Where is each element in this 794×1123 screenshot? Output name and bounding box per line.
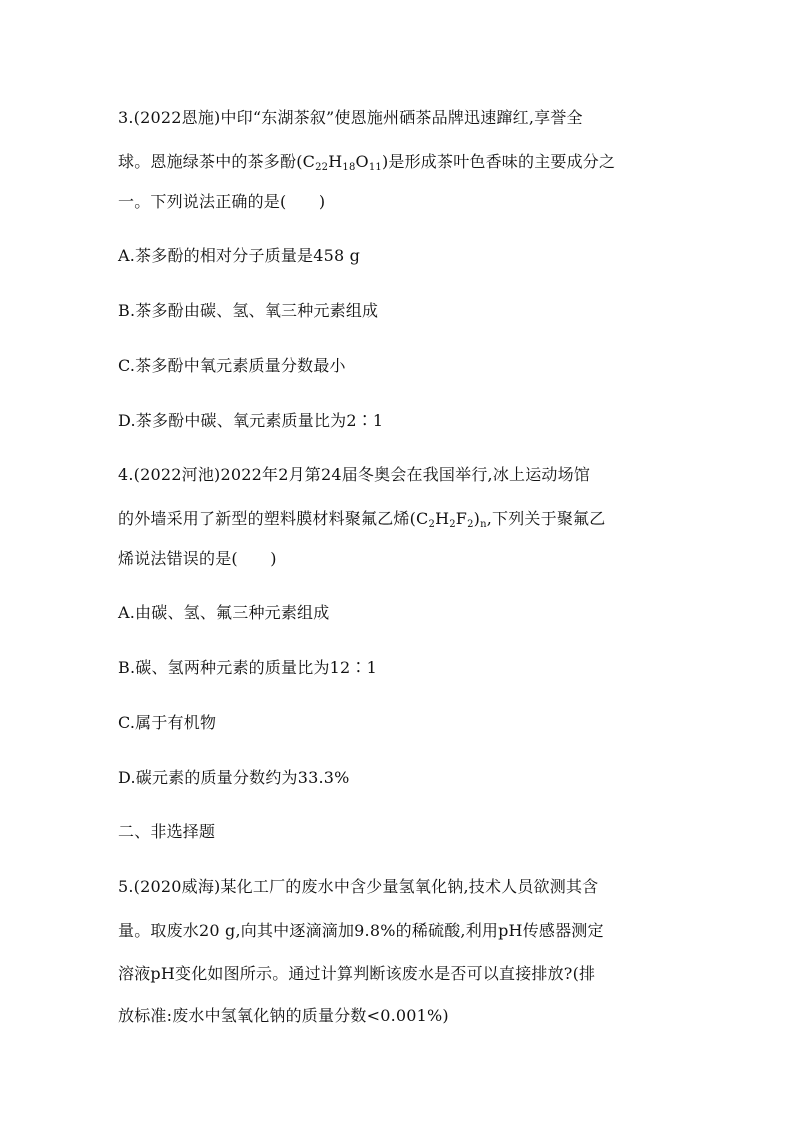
formula-c-count: 2 bbox=[428, 519, 436, 530]
formula-o: O bbox=[355, 152, 369, 171]
section-title: 二、非选择题 bbox=[118, 822, 216, 841]
q5-stem-line-4: 放标准:废水中氢氧化钠的质量分数<0.001%) bbox=[118, 1006, 449, 1025]
q5-stem-line-3: 溶液pH变化如图所示。通过计算判断该废水是否可以直接排放?(排 bbox=[118, 964, 596, 983]
q5-stem-line-1: 5.(2020威海)某化工厂的废水中含少量氢氧化钠,技术人员欲测其含 bbox=[118, 877, 599, 896]
q3-option-c: C.茶多酚中氧元素质量分数最小 bbox=[118, 356, 346, 375]
q4-stem-line-1: 4.(2022河池)2022年2月第24届冬奥会在我国举行,冰上运动场馆 bbox=[118, 465, 591, 484]
formula-f: F bbox=[455, 509, 468, 528]
formula-f-count: 2 bbox=[467, 519, 474, 530]
q4-stem-text: 的外墙采用了新型的塑料膜材料聚氟乙烯( bbox=[118, 509, 417, 528]
formula-h-count: 18 bbox=[342, 162, 356, 173]
q4-option-a: A.由碳、氢、氟三种元素组成 bbox=[118, 603, 330, 622]
formula-close-paren: ) bbox=[473, 509, 481, 528]
formula-o-count: 11 bbox=[368, 162, 382, 173]
formula-h: H bbox=[435, 509, 450, 528]
q3-stem-text-end: )是形成茶叶色香味的主要成分之 bbox=[381, 152, 616, 171]
formula-c-count: 22 bbox=[315, 162, 329, 173]
q4-stem-line-3: 烯说法错误的是( ) bbox=[118, 549, 277, 568]
q3-stem-text: 球。恩施绿茶中的茶多酚( bbox=[118, 152, 303, 171]
q3-option-a: A.茶多酚的相对分子质量是458 g bbox=[118, 246, 361, 265]
q5-stem-line-2: 量。取废水20 g,向其中逐滴滴加9.8%的稀硫酸,利用pH传感器测定 bbox=[118, 921, 604, 940]
formula-c: C bbox=[416, 509, 429, 528]
formula-polymer-n: n bbox=[480, 519, 487, 530]
q3-option-b: B.茶多酚由碳、氢、氧三种元素组成 bbox=[118, 301, 379, 320]
formula-h: H bbox=[328, 152, 343, 171]
q4-option-b: B.碳、氢两种元素的质量比为12∶1 bbox=[118, 658, 377, 677]
q4-option-d: D.碳元素的质量分数约为33.3% bbox=[118, 768, 350, 787]
q3-option-d: D.茶多酚中碳、氧元素质量比为2∶1 bbox=[118, 411, 384, 430]
formula-c: C bbox=[302, 152, 316, 171]
formula-h-count: 2 bbox=[449, 519, 456, 530]
q4-option-c: C.属于有机物 bbox=[118, 713, 217, 732]
q3-stem-line-2 bbox=[118, 152, 615, 172]
q3-stem-line-3: 一。下列说法正确的是( ) bbox=[118, 192, 326, 211]
q4-stem-text-end: ,下列关于聚氟乙 bbox=[486, 509, 606, 528]
q4-stem-line-2 bbox=[118, 509, 605, 529]
q3-stem-line-1: 3.(2022恩施)中印“东湖茶叙”使恩施州硒茶品牌迅速蹿红,享誉全 bbox=[118, 108, 583, 127]
